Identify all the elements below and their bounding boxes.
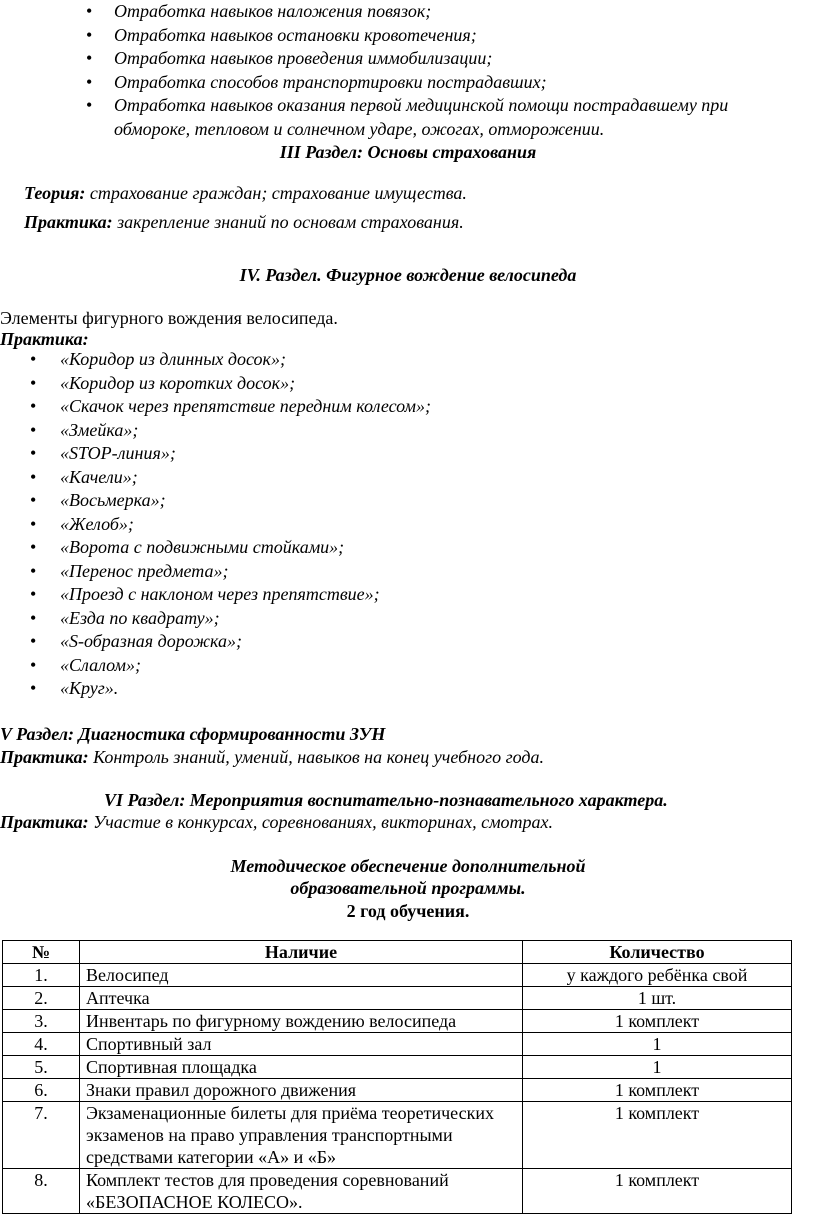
list-item: • «Езда по квадрату»;	[60, 607, 760, 631]
table-row	[3, 1079, 792, 1102]
section6-practice	[0, 811, 553, 833]
table-row	[3, 987, 792, 1010]
list-item: • «Желоб»;	[60, 513, 760, 537]
list-item: • «Качели»;	[60, 466, 760, 490]
list-item: • «Змейка»;	[60, 419, 760, 443]
row-quantity: 1 комплект	[523, 1010, 792, 1033]
row-quantity: 1 комплект	[523, 1102, 792, 1169]
practice-label: Практика:	[0, 747, 89, 767]
table-header-row	[3, 941, 792, 964]
list-item: • «Перенос предмета»;	[60, 560, 760, 584]
list-item: • Отработка способов транспортировки пострадавших;	[114, 71, 794, 95]
row-name: Знаки правил дорожного движения	[80, 1079, 523, 1102]
table-row	[3, 1056, 792, 1079]
row-number: 5.	[3, 1056, 80, 1079]
list-item: • «Коридор из коротких досок»;	[60, 372, 760, 396]
section3-practice	[24, 211, 464, 233]
first-aid-skills-list	[114, 0, 794, 141]
row-name: Комплект тестов для проведения соревнований «БЕЗОПАСНОЕ КОЛЕСО».	[80, 1169, 523, 1214]
section6-title: VI Раздел: Мероприятия воспитательно-познавательного характера.	[104, 790, 668, 810]
list-item: • «STOP-линия»;	[60, 442, 760, 466]
theory-label: Теория:	[24, 183, 86, 203]
row-name: Аптечка	[80, 987, 523, 1010]
method-title-line3: 2 год обучения.	[346, 901, 470, 921]
header-quantity: Количество	[523, 941, 792, 964]
method-title-line2: образовательной программы.	[290, 878, 526, 898]
table-row	[3, 1102, 792, 1169]
row-quantity: 1	[523, 1033, 792, 1056]
row-number: 2.	[3, 987, 80, 1010]
header-name: Наличие	[80, 941, 523, 964]
row-quantity: 1 комплект	[523, 1079, 792, 1102]
equipment-table	[2, 940, 792, 1214]
section3-title: III Раздел: Основы страхования	[279, 142, 537, 162]
row-number: 4.	[3, 1033, 80, 1056]
section4-intro: Элементы фигурного вождения велосипеда.	[0, 308, 338, 328]
row-quantity: 1 шт.	[523, 987, 792, 1010]
table-row	[3, 1010, 792, 1033]
row-number: 3.	[3, 1010, 80, 1033]
row-number: 7.	[3, 1102, 80, 1169]
section5-title: V Раздел: Диагностика сформированности ЗУН	[0, 724, 386, 744]
list-item: • «Коридор из длинных досок»;	[60, 348, 760, 372]
header-number: №	[3, 941, 80, 964]
row-name: Спортивная площадка	[80, 1056, 523, 1079]
list-item: • «Восьмерка»;	[60, 489, 760, 513]
list-item: • «Скачок через препятствие передним колесом»;	[60, 395, 760, 419]
list-item: • Отработка навыков наложения повязок;	[114, 0, 794, 24]
list-item: • «Ворота с подвижными стойками»;	[60, 536, 760, 560]
section3-theory	[24, 182, 467, 204]
list-item: • Отработка навыков оказания первой медицинской помощи пострадавшему при обмороке, тепловом и солнечном ударе, ожогах, отморожении.	[114, 94, 794, 141]
list-item: • «S-образная дорожка»;	[60, 630, 760, 654]
theory-text: страхование граждан; страхование имущества.	[85, 183, 467, 203]
practice-text: закрепление знаний по основам страхования.	[112, 212, 464, 232]
list-item: • «Проезд с наклоном через препятствие»;	[60, 583, 760, 607]
bike-elements-list	[60, 348, 760, 701]
row-number: 1.	[3, 964, 80, 987]
row-number: 8.	[3, 1169, 80, 1214]
table-row	[3, 1169, 792, 1214]
row-quantity: у каждого ребёнка свой	[523, 964, 792, 987]
table-row	[3, 964, 792, 987]
practice-label: Практика:	[0, 812, 89, 832]
row-name: Велосипед	[80, 964, 523, 987]
section4-title: IV. Раздел. Фигурное вождение велосипеда	[239, 265, 577, 285]
row-number: 6.	[3, 1079, 80, 1102]
method-title-line1: Методическое обеспечение дополнительной	[230, 856, 586, 876]
section4-practice-label: Практика:	[0, 329, 89, 349]
practice-label: Практика:	[24, 212, 113, 232]
list-item: • Отработка навыков остановки кровотечения;	[114, 24, 794, 48]
row-name: Спортивный зал	[80, 1033, 523, 1056]
section5-practice	[0, 746, 544, 768]
row-quantity: 1 комплект	[523, 1169, 792, 1214]
row-name: Экзаменационные билеты для приёма теоретических экзаменов на право управления транспортными средствами категории «А» и «Б»	[80, 1102, 523, 1169]
list-item: • «Круг».	[60, 677, 760, 701]
list-item: • Отработка навыков проведения иммобилизации;	[114, 47, 794, 71]
row-name: Инвентарь по фигурному вождению велосипеда	[80, 1010, 523, 1033]
list-item: • «Слалом»;	[60, 654, 760, 678]
table-row	[3, 1033, 792, 1056]
practice-text: Контроль знаний, умений, навыков на конец учебного года.	[88, 747, 544, 767]
practice-text: Участие в конкурсах, соревнованиях, викторинах, смотрах.	[88, 812, 554, 832]
row-quantity: 1	[523, 1056, 792, 1079]
